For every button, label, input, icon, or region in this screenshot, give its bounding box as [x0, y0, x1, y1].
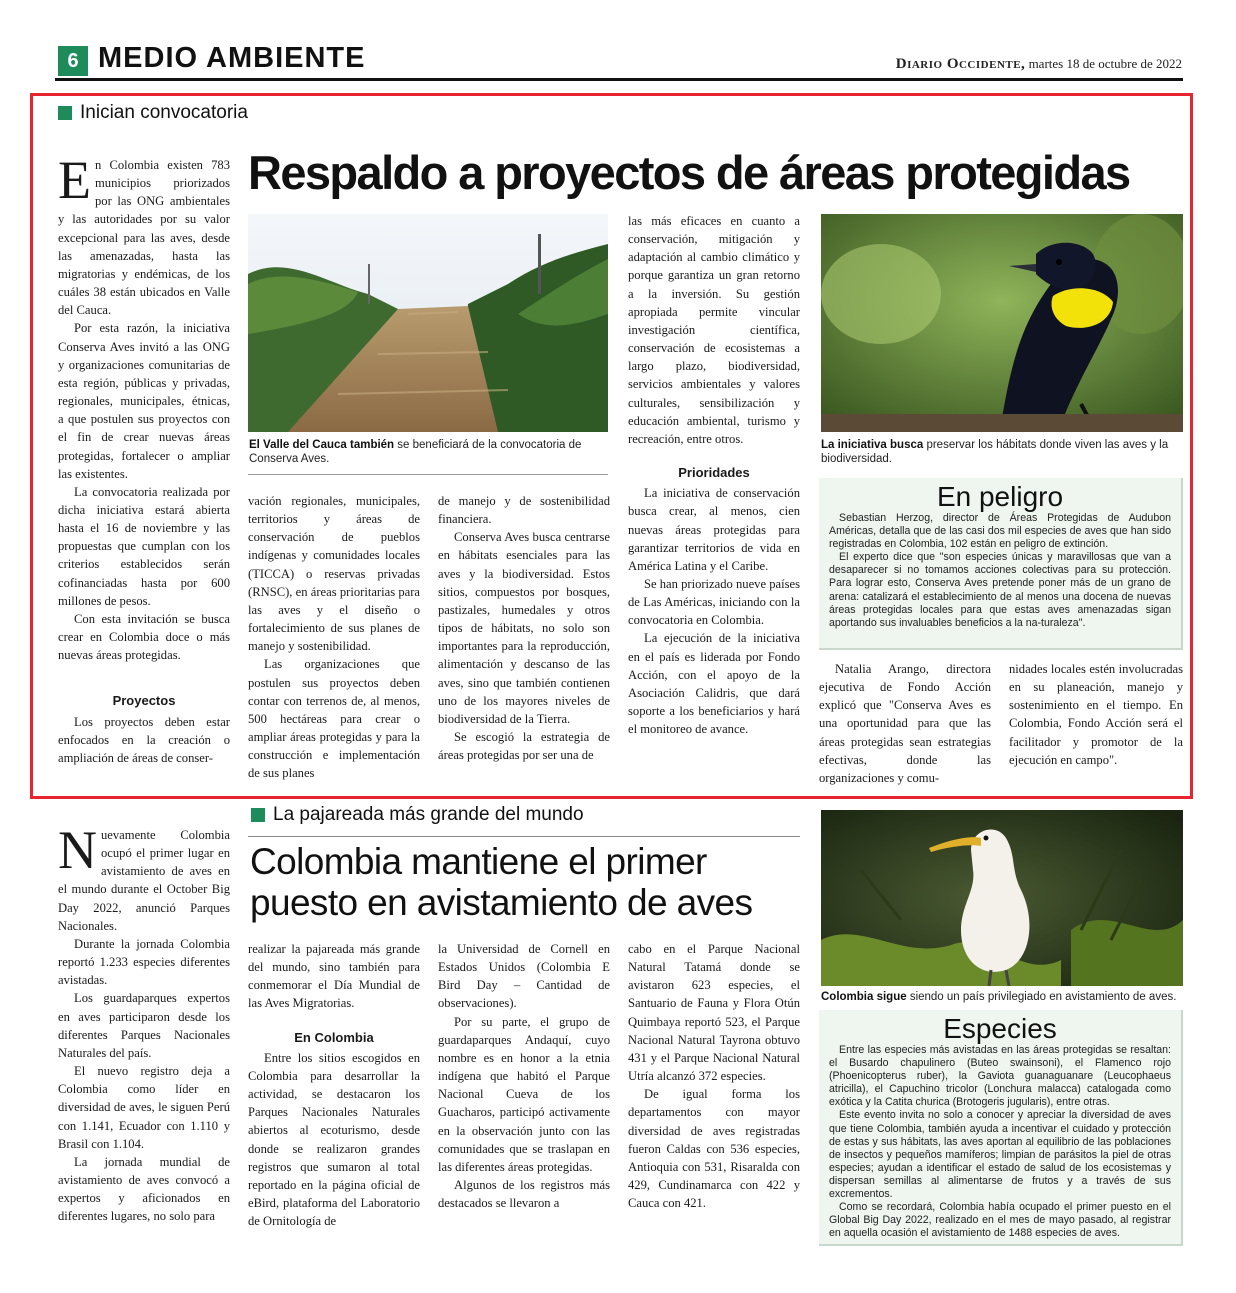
paragraph: realizar la pajareada más grande del mundo, sino también para conmemorar el Día Mundial de las Aves Migratorias.: [248, 942, 420, 1011]
story1-headline: Respaldo a proyectos de áreas protegidas: [248, 146, 1130, 199]
paragraph: uevamente Colombia ocupó el primer lugar en avistamiento de aves en el mundo durante el October Big Day 2022, anunció Parques Nacionales.: [58, 828, 230, 933]
en-peligro-box: [819, 478, 1183, 650]
egret-photo-caption: [821, 990, 1183, 1004]
story1-column-1: [58, 150, 230, 767]
newspaper-name: Diario Occidente,: [895, 56, 1026, 72]
box-paragraph: El experto dice que "son especies únicas y maravillosas que van a desaparecer si no tomamos acciones colectivas para su protección. Para lograr esto, Conserva Aves pretende poner más de un grano de arena: catalizará el establecimiento de al menos una docena de nuevas áreas protegidas locales para que estas aves amenazadas sigan aportando sus invaluables beneficios a la na-turaleza".: [829, 551, 1171, 629]
story1-column-2: [248, 492, 420, 783]
paragraph: Con esta invitación se busca crear en Colombia doce o más nuevas áreas protegidas.: [58, 611, 230, 663]
story2-kicker-text: La pajareada más grande del mundo: [273, 804, 584, 825]
paragraph: Se escogió la estrategia de áreas protegidas por ser una de: [438, 730, 610, 763]
story2-dropcap: N: [58, 820, 97, 880]
caption-text: siendo un país privilegiado en avistamiento de aves.: [906, 991, 1177, 1003]
subheading-proyectos: Proyectos: [112, 693, 176, 709]
paragraph: Durante la jornada Colombia reportó 1.233 especies diferentes avistadas.: [58, 936, 230, 988]
kicker-square-icon: [58, 106, 72, 120]
box-body: [819, 1044, 1181, 1240]
paragraph: La ejecución de la iniciativa en el país es liderada por Fondo Acción, con el apoyo de la Asociación Calidris, que dará soporte a los beneficiarios y hará el monitoreo de avance.: [628, 631, 800, 737]
kicker-square-icon: [251, 808, 265, 822]
paragraph: Natalia Arango, directora ejecutiva de Fondo Acción explicó que "Conserva Aves es una oportunidad para que las áreas protegidas sean estrategias efectivas, donde las organizaciones y comu-: [819, 662, 991, 785]
paragraph: Entre los sitios escogidos en Colombia para desarrollar la actividad, se destacaron los Parques Nacionales Naturales abiertos al ecoturismo, desde donde se realizaron grandes registros que sumaron al total reportado en la página oficial de eBird, plataforma del Laboratorio de Ornitología de: [248, 1050, 420, 1229]
paragraph: cabo en el Parque Nacional Natural Tatamá donde se avistaron 623 especies, el Santuario de Fauna y Flora Otún Quimbaya reportó 523, el Parque Nacional Natural Tayrona obtuvo 431 y el Parque Nacional Natural Utría alcanzó 372 especies.: [628, 942, 800, 1084]
box-paragraph: Este evento invita no solo a conocer y apreciar la diversidad de aves que tiene Colombia, también ayuda a incentivar el cuidado y protección de estas y sus hábitats, las aves aportan al equilibrio de las poblaciones de insectos y pequeños mamíferos; limpian de parásitos la piel de otras especies; ayudan a identificar el estado de salud de los ecosistemas y dispersan semillas al alimentarse de frutos y a través de sus excrementos.: [829, 1109, 1171, 1201]
paragraph: Las organizaciones que postulen sus proyectos deben contar con terrenos de, al menos, 500 hectáreas para crear o ampliar áreas protegidas y para la construcción e implementación de sus planes: [248, 657, 420, 781]
box-paragraph: Entre las especies más avistadas en las áreas protegidas se resaltan: el Busardo chapulinero (Buteo swainsoni), el Flamenco rojo (Phoenicopterus ruber), la Gaviota guanaguanare (Leucophaeus atricilla), el Capuchino tricolor (Lonchura malacca) catalogada como exótica y la Catita churica (Brotogeris jugularis), entre otras.: [829, 1044, 1171, 1109]
subheading-en-colombia: En Colombia: [294, 1029, 374, 1045]
issue-date: martes 18 de octubre de 2022: [1028, 56, 1182, 71]
section-title: MEDIO AMBIENTE: [98, 42, 366, 74]
paragraph: Conserva Aves busca centrarse en hábitats esenciales para las aves y la biodiversidad. Estos sitios, compuestos por bosques, pastizales, humedales y otros tipos de hábitats, no solo son importantes para la reproducción, alimentación y descanso de las aves, sino que también contienen uno de los mayores niveles de biodiversidad de la Tierra.: [438, 530, 610, 726]
paragraph: nidades locales estén involucradas en su planeación, manejo y sostenimiento en el tiempo. En Colombia, Fondo Acción será el facilitador y promotor de la ejecución en campo".: [1009, 662, 1183, 767]
paragraph: El nuevo registro deja a Colombia como líder en diversidad de aves, le siguen Perú con 1.141, Ecuador con 1.110 y Brasil con 1.104.: [58, 1064, 230, 1151]
caption-text: se beneficiará de la convocatoria de Conserva Aves.: [249, 439, 582, 465]
story2-column-2: [248, 940, 420, 1230]
story2-column-3: [438, 940, 610, 1212]
box-title: Especies: [943, 1013, 1057, 1044]
especies-box: [819, 1010, 1183, 1246]
egret-photo: [821, 810, 1183, 986]
box-title: En peligro: [936, 481, 1064, 512]
box-body: [819, 512, 1181, 630]
story1-column-5: [819, 660, 991, 787]
story1-column-4: [628, 212, 800, 738]
paragraph: las más eficaces en cuanto a conservación, mitigación y adaptación al cambio climático y porque garantiza un gran retorno a la inversión. Su gestión apropiada permite vincular investigación científica, conservación de ecosistemas a largo plazo, biodiversidad, servicios ambientales y valores culturales, sensibilización y educación ambiental, turismo y recreación, entre otros.: [628, 214, 800, 446]
paragraph: Por su parte, el grupo de guardaparques Andaquí, cuyo nombre es en honor a la etnia indígena que habitó el Parque Nacional Cueva de los Guacharos, participó activamente en la observación junto con las comunidades que se traslapan en las diferentes áreas protegidas.: [438, 1014, 610, 1174]
story2-column-4: [628, 940, 800, 1212]
river-photo: [248, 214, 608, 432]
paragraph: Los guardaparques expertos en aves participaron desde los diferentes Parques Nacionales Naturales del país.: [58, 991, 230, 1060]
paragraph: Se han priorizado nueve países de Las Américas, iniciando con la convocatoria en Colombia.: [628, 576, 800, 628]
paragraph: La iniciativa de conservación busca crear, al menos, cien nuevas áreas protegidas para garantizar territorios de vida en América Latina y el Caribe.: [628, 486, 800, 573]
story2-headline: Colombia mantiene el primer puesto en avistamiento de aves: [250, 841, 753, 923]
story1-kicker-text: Inician convocatoria: [80, 102, 248, 123]
bird-photo: [821, 214, 1183, 432]
paragraph: La convocatoria realizada por dicha iniciativa estará abierta hasta el 16 de noviembre y las propuestas que cumplan con los criterios establecidos serán cofinanciadas hasta por 600 millones de pesos.: [58, 484, 230, 608]
paragraph: la Universidad de Cornell en Estados Unidos (Colombia E Bird Day – Cantidad de observaciones).: [438, 942, 610, 1011]
story1-dropcap: E: [58, 150, 91, 210]
story2-kicker-rule: [248, 836, 800, 837]
caption-lead: La iniciativa busca: [821, 439, 924, 451]
paragraph: Por esta razón, la iniciativa Conserva Aves invitó a las ONG y organizaciones comunitarias de esta región, públicas y privadas, regionales, municipales, étnicas, a que postulen sus proyectos con el fin de crear nuevas áreas protegidas, fortalecer o ampliar las existentes.: [58, 321, 230, 481]
story2-column-1: [58, 820, 230, 1225]
subheading-prioridades: Prioridades: [678, 465, 750, 481]
bird-photo-caption: [821, 438, 1183, 466]
paragraph: n Colombia existen 783 municipios priorizados por las ONG ambientales y las autoridades por su valor excepcional para las aves, desde las amenazadas, hasta las migratorias y endémicas, de los cuáles 38 están ubicados en Valle del Cauca.: [58, 158, 230, 318]
story1-column-3: [438, 492, 610, 764]
box-paragraph: Sebastian Herzog, director de Áreas Protegidas de Audubon Américas, detalla que de las casi dos mil especies de aves que han sido registradas en Colombia, 102 están en peligro de extinción.: [829, 512, 1171, 551]
paragraph: La jornada mundial de avistamiento de aves convocó a expertos y aficionados en diferentes lugares, no solo para: [58, 1154, 230, 1224]
header-rule: [55, 78, 1183, 81]
caption-rule: [248, 474, 608, 475]
story2-kicker: [251, 804, 584, 826]
paragraph: Los proyectos deben estar enfocados en la creación o ampliación de áreas de conser-: [58, 714, 230, 765]
paragraph: vación regionales, municipales, territorios y áreas de conservación de pueblos indígenas y comunidades locales (TICCA) o reservas privadas (RNSC), en áreas prioritarias para las aves y el diseño o fortalecimiento de sus planes de manejo y sostenibilidad.: [248, 494, 420, 654]
caption-text: preservar los hábitats donde viven las aves y la biodiversidad.: [821, 439, 1169, 465]
river-photo-caption: [249, 438, 609, 466]
masthead: [896, 56, 1182, 73]
story1-kicker: [58, 102, 248, 124]
paragraph: Algunos de los registros más destacados se llevaron a: [438, 1178, 610, 1211]
story1-column-6: [1009, 660, 1183, 769]
page-number: 6: [58, 46, 88, 76]
caption-lead: El Valle del Cauca también: [249, 439, 395, 451]
caption-lead: Colombia sigue: [821, 991, 907, 1003]
paragraph: De igual forma los departamentos con mayor diversidad de aves registradas fueron Caldas con 536 especies, Antioquia con 531, Risaralda con 429, Cundinamarca con 422 y Cauca con 421.: [628, 1087, 800, 1211]
paragraph: de manejo y de sostenibilidad financiera.: [438, 494, 610, 527]
box-paragraph: Como se recordará, Colombia había ocupado el primer puesto en el Global Big Day 2022, realizado en el mes de mayo pasado, al registrar en aquella ocasión el avistamiento de 1488 especies de aves.: [829, 1201, 1171, 1240]
